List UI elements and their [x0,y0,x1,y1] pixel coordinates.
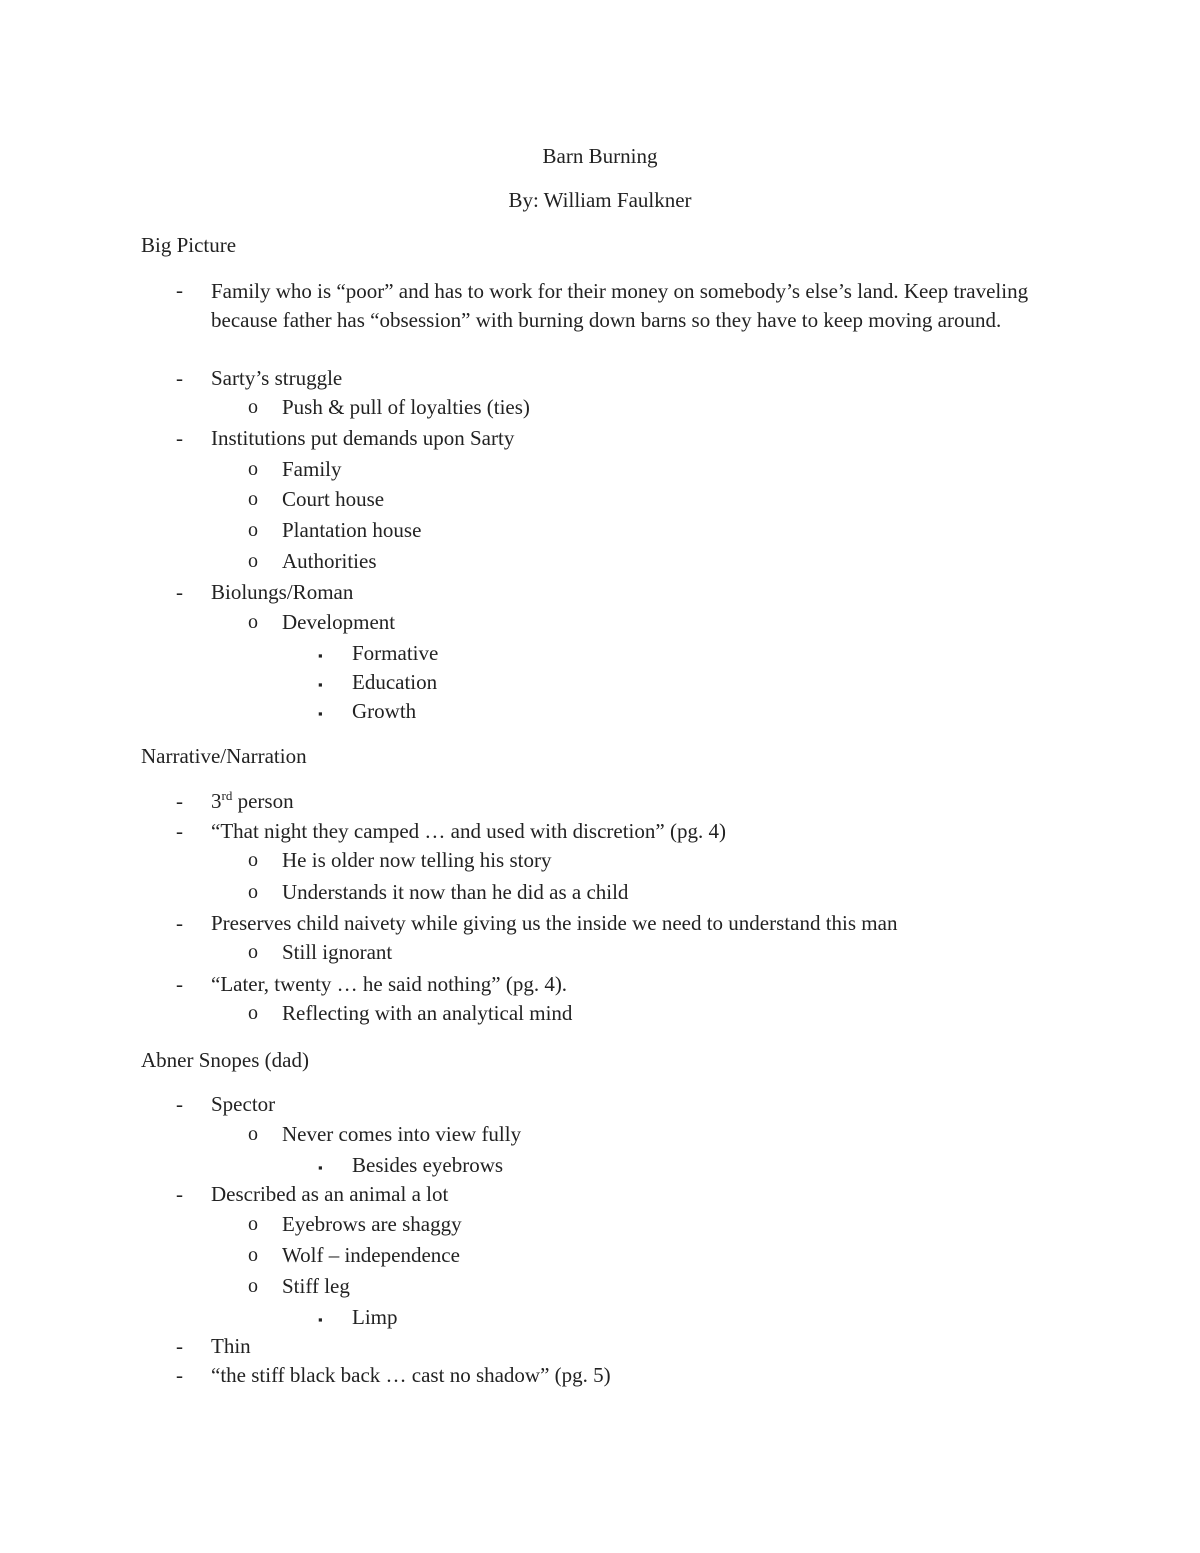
list-item-text: He is older now telling his story [282,848,552,872]
circle-bullet: o [248,488,258,510]
list-item-text [211,788,294,814]
list-item-text: Stiff leg [282,1274,350,1298]
circle-bullet: o [248,881,258,903]
ordinal-suffix: rd [221,788,233,803]
circle-bullet: o [248,1275,258,1297]
document-author: By: William Faulkner [508,188,692,212]
list-item-text: Institutions put demands upon Sarty [211,426,515,450]
circle-bullet: o [248,1123,258,1145]
dash-bullet: - [176,580,183,604]
list-item-text: Besides eyebrows [352,1153,504,1177]
section-heading-big-picture: Big Picture [141,233,237,257]
list-item-text: Still ignorant [282,940,393,964]
list-item-text: Limp [352,1305,398,1329]
square-bullet: ▪ [318,677,323,692]
list-item-text: Development [282,610,396,634]
dash-bullet: - [176,972,183,996]
document-title: Barn Burning [542,144,658,168]
section-heading-abner-snopes: Abner Snopes (dad) [141,1048,309,1072]
list-item-text: Court house [282,487,385,511]
list-item-text: Sarty’s struggle [211,366,343,390]
list-item-text: Biolungs/Roman [211,580,354,604]
dash-bullet: - [176,911,183,935]
list-item-text: Eyebrows are shaggy [282,1212,462,1236]
dash-bullet: - [176,789,183,813]
dash-bullet: - [176,1334,183,1358]
list-item-text: “Later, twenty … he said nothing” (pg. 4). [211,972,568,996]
dash-bullet: - [176,1092,183,1116]
ordinal-number: 3 [211,789,222,813]
circle-bullet: o [248,849,258,871]
list-item-text: Family [282,457,342,481]
list-item-text: Growth [352,699,417,723]
list-item-text: Reflecting with an analytical mind [282,1001,573,1025]
list-item-text: Spector [211,1092,276,1116]
list-item-text: Formative [352,641,439,665]
dash-bullet: - [176,1182,183,1206]
list-item-text: Push & pull of loyalties (ties) [282,395,530,419]
list-item-text: “That night they camped … and used with discretion” (pg. 4) [211,819,726,843]
circle-bullet: o [248,611,258,633]
list-item-text: “the stiff black back … cast no shadow” (pg. 5) [211,1363,611,1387]
circle-bullet: o [248,1244,258,1266]
square-bullet: ▪ [318,706,323,721]
list-item-text: Understands it now than he did as a child [282,880,629,904]
list-item-text: Never comes into view fully [282,1122,522,1146]
dash-bullet: - [176,426,183,450]
dash-bullet: - [176,278,183,302]
circle-bullet: o [248,1002,258,1024]
list-item-text: Thin [211,1334,251,1358]
square-bullet: ▪ [318,1160,323,1175]
section-heading-narrative: Narrative/Narration [141,744,307,768]
list-item-text: Preserves child naivety while giving us the inside we need to understand this man [211,911,898,935]
square-bullet: ▪ [318,648,323,663]
circle-bullet: o [248,458,258,480]
circle-bullet: o [248,396,258,418]
list-item-text: Wolf – independence [282,1243,460,1267]
ordinal-rest: person [232,789,294,813]
list-item-text: Described as an animal a lot [211,1182,449,1206]
list-item-text: Education [352,670,438,694]
square-bullet: ▪ [318,1312,323,1327]
dash-bullet: - [176,1363,183,1387]
circle-bullet: o [248,519,258,541]
circle-bullet: o [248,1213,258,1235]
circle-bullet: o [248,941,258,963]
list-item-text: Plantation house [282,518,422,542]
dash-bullet: - [176,819,183,843]
dash-bullet: - [176,366,183,390]
list-item-text: Family who is “poor” and has to work for their money on somebody’s else’s land. Keep traveling because father has “obsession” with burning down barns so they have to keep moving around. [211,279,1029,332]
circle-bullet: o [248,550,258,572]
list-item-text: Authorities [282,549,377,573]
